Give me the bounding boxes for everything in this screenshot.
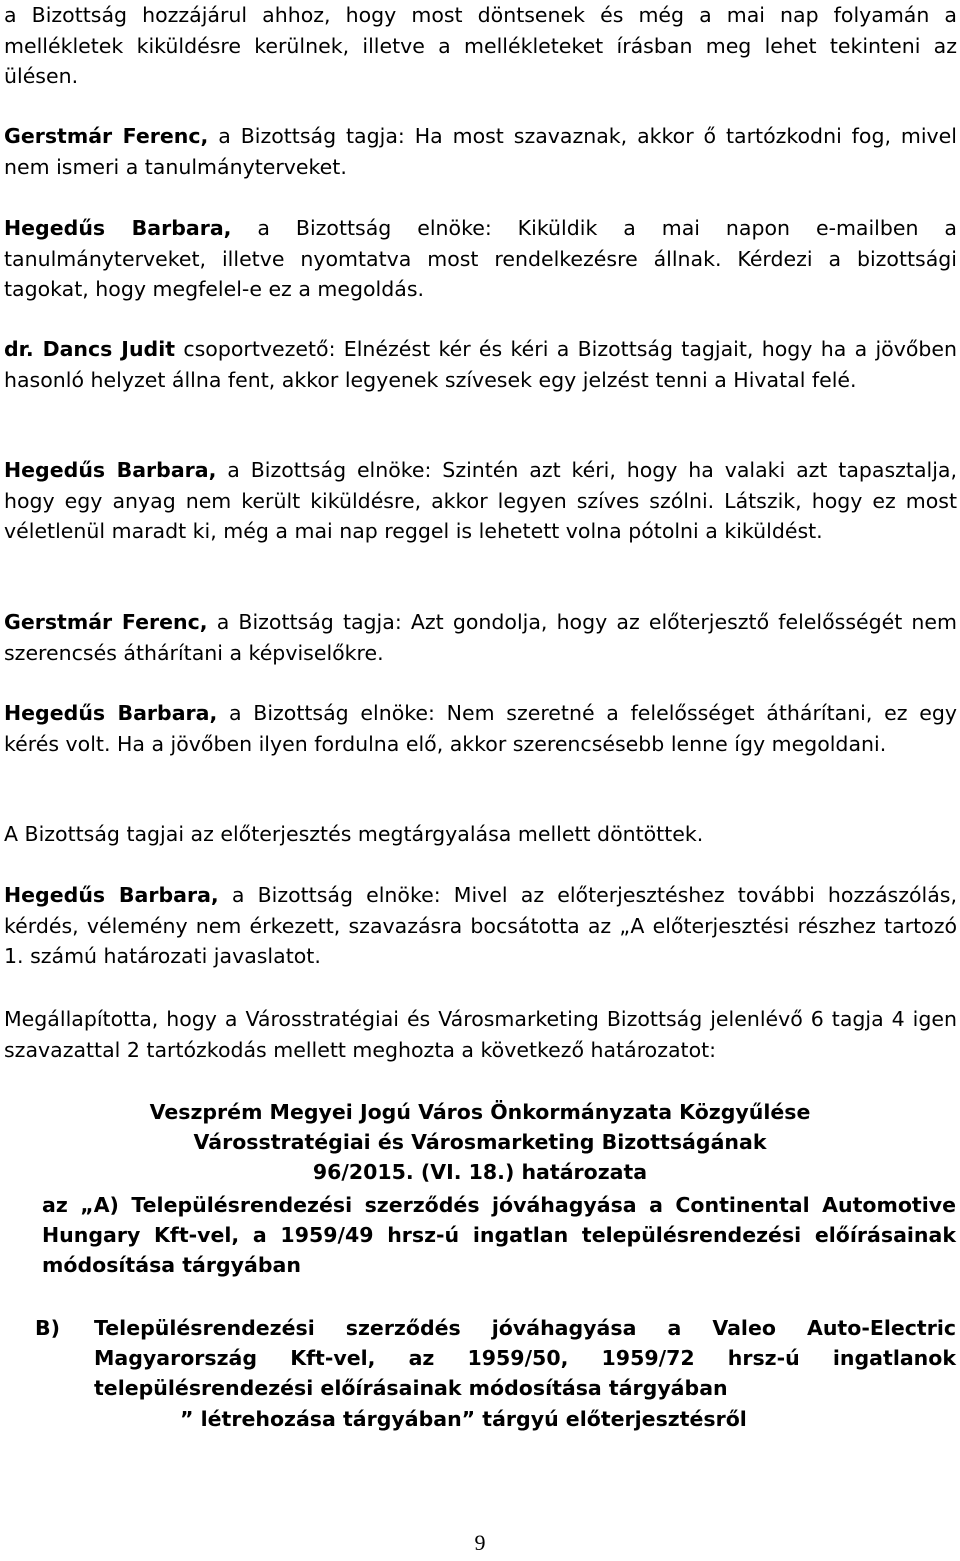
minutes-paragraph — [4, 1004, 957, 1065]
speaker-name: dr. Dancs Judit — [4, 337, 176, 361]
minutes-paragraph — [4, 455, 957, 547]
resolution-number: 96/2015. (VI. 18.) határozata — [312, 1160, 648, 1184]
resolution-subject-a: az „A) Településrendezési szerződés jóváhagyása a Continental Automotive Hungary Kft-vel, a 1959/49 hrsz-ú ingatlan településrendezési előírásainak módosítása tárgyában — [42, 1193, 956, 1277]
paragraph-text: a Bizottság elnöke: Nem szeretné a felelősséget áthárítani, ez egy kérés volt. Ha a jövőben ilyen fordulna elő, akkor szerencsésebb lenne így megoldani. — [4, 701, 957, 756]
paragraph-text: a Bizottság elnöke: Mivel az előterjesztéshez további hozzászólás, kérdés, vélemény nem érkezett, szavazásra bocsátotta az „A előterjesztési részhez tartozó 1. számú határozati javaslatot. — [4, 883, 957, 968]
speaker-name: Hegedűs Barbara, — [4, 216, 232, 240]
paragraph-text: A Bizottság tagjai az előterjesztés megtárgyalása mellett döntöttek. — [4, 822, 704, 846]
resolution-title-committee: Városstratégiai és Városmarketing Bizottságának — [193, 1130, 767, 1154]
speaker-name: Gerstmár Ferenc, — [4, 124, 209, 148]
resolution-subject-b: Településrendezési szerződés jóváhagyása a Valeo Auto-Electric Magyarország Kft-vel, az 1959/50, 1959/72 hrsz-ú ingatlanok településrendezési előírásainak módosítása tárgyában — [94, 1316, 956, 1400]
speaker-name: Hegedűs Barbara, — [4, 458, 217, 482]
paragraph-text: a Bizottság elnöke: Kiküldik a mai napon e-mailben a tanulmányterveket, illetve nyomtatva most rendelkezésre állnak. Kérdezi a bizottsági tagokat, hogy megfelel-e ez a megoldás. — [4, 216, 957, 301]
minutes-paragraph — [4, 880, 957, 972]
minutes-paragraph — [4, 819, 703, 850]
speaker-name: Gerstmár Ferenc, — [4, 610, 208, 634]
minutes-paragraph — [4, 334, 957, 395]
minutes-paragraph — [4, 121, 957, 182]
resolution-subject-tail: ” létrehozása tárgyában” tárgyú előterjesztésről — [180, 1407, 747, 1431]
minutes-paragraph — [4, 607, 957, 668]
resolution-subject-b-marker: B) — [35, 1316, 60, 1340]
paragraph-text: a Bizottság tagja: Azt gondolja, hogy az előterjesztő felelősségét nem szerencsés áthárítani a képviselőkre. — [4, 610, 958, 665]
paragraph-text: csoportvezető: Elnézést kér és kéri a Bizottság tagjait, hogy ha a jövőben hasonló helyzet állna fent, akkor legyenek szívesek egy jelzést tenni a Hivatal felé. — [4, 337, 957, 392]
paragraph-text: a Bizottság elnöke: Szintén azt kéri, hogy ha valaki azt tapasztalja, hogy egy anyag nem került kiküldésre, akkor legyen szíves szólni. Látszik, hogy ez most véletlenül maradt ki, még a mai nap reggel is lehetett volna pótolni a kiküldést. — [4, 458, 957, 543]
minutes-paragraph — [4, 698, 957, 759]
resolution-title-body: Veszprém Megyei Jogú Város Önkormányzata Közgyűlése — [149, 1100, 811, 1124]
speaker-name: Hegedűs Barbara, — [4, 701, 218, 725]
paragraph-text: Megállapította, hogy a Városstratégiai és Városmarketing Bizottság jelenlévő 6 tagja 4 igen szavazattal 2 tartózkodás mellett meghozta a következő határozatot: — [4, 1007, 957, 1062]
minutes-paragraph — [4, 0, 957, 92]
paragraph-text: a Bizottság tagja: Ha most szavaznak, akkor ő tartózkodni fog, mivel nem ismeri a tanulmányterveket. — [4, 124, 957, 179]
minutes-paragraph — [4, 213, 957, 305]
paragraph-text: a Bizottság hozzájárul ahhoz, hogy most döntsenek és még a mai nap folyamán a mellékletek kiküldésre kerülnek, illetve a mellékleteket írásban meg lehet tekinteni az ülésen. — [4, 3, 957, 88]
speaker-name: Hegedűs Barbara, — [4, 883, 219, 907]
page-number: 9 — [474, 1530, 486, 1555]
